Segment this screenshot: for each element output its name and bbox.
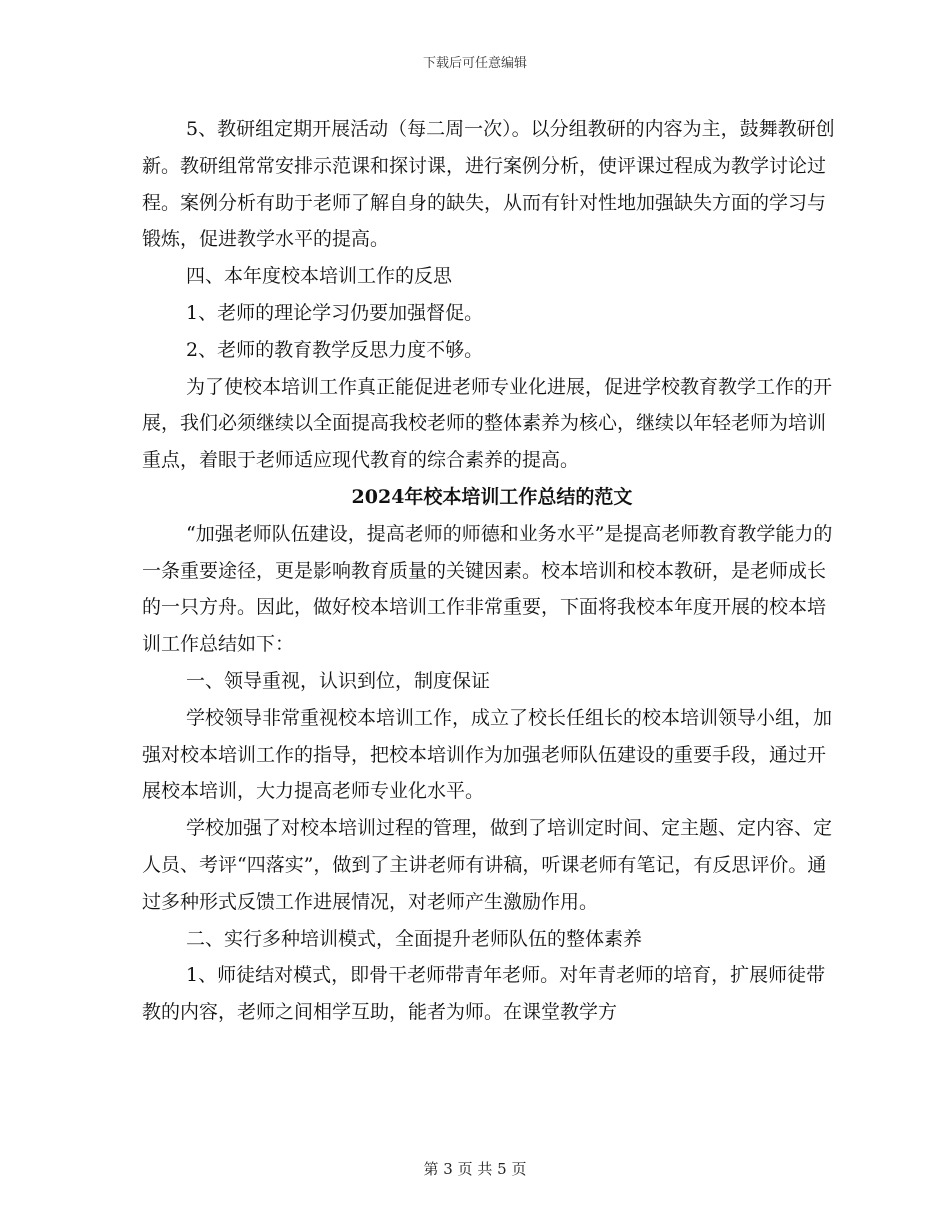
list-item-theory-study: 1、老师的理论学习仍要加强督促。 (186, 301, 484, 324)
paragraph-activity: 5、教研组定期开展活动（每二周一次）。以分组教研的内容为主，鼓舞教研创新。教研组常常安排示范课和探讨课，进行案例分析，使评课过程成为教学讨论过程。案例分析有助于老师了解自身的缺失，从而有针对性地加强缺失方面的学习与锻炼，促进教学水平的提高。 (142, 118, 835, 251)
list-item-reflection: 2、老师的教育教学反思力度不够。 (186, 338, 484, 361)
paragraph-intro: “加强老师队伍建设，提高老师的师德和业务水平”是提高老师教育教学能力的一条重要途径，更是影响教育质量的关键因素。校本培训和校本教研，是老师成长的一只方舟。因此，做好校本培训工作非常重要，下面将我校本年度开展的校本培训工作总结如下： (142, 522, 833, 656)
paragraph-conclusion: 为了使校本培训工作真正能促进老师专业化进展，促进学校教育教学工作的开展，我们必须继续以全面提高我校老师的整体素养为核心，继续以年轻老师为培训重点，着眼于老师适应现代教育的综合素养的提高。 (142, 375, 833, 472)
page-footer: 第 3 页 共 5 页 (423, 1160, 527, 1178)
section-heading-training-modes: 二、实行多种培训模式，全面提升老师队伍的整体素养 (186, 927, 643, 950)
document-body (142, 111, 842, 1031)
page-header: 下载后可任意编辑 (422, 56, 527, 71)
section-heading-leadership: 一、领导重视，认识到位，制度保证 (186, 669, 491, 692)
paragraph-leadership: 学校领导非常重视校本培训工作，成立了校长任组长的校本培训领导小组，加强对校本培训工作的指导，把校本培训作为加强老师队伍建设的重要手段，通过开展校本培训，大力提高老师专业化水平。 (142, 706, 833, 803)
document-title: 2024年校本培训工作总结的范文 (351, 485, 633, 508)
paragraph-mentorship: 1、师徒结对模式，即骨干老师带青年老师。对年青老师的培育，扩展师徒带教的内容，老师之间相学互助，能者为师。在课堂教学方 (142, 964, 826, 1024)
paragraph-management: 学校加强了对校本培训过程的管理，做到了培训定时间、定主题、定内容、定人员、考评“四落实”，做到了主讲老师有讲稿，听课老师有笔记，有反思评价。通过多种形式反馈工作进展情况，对老师产生激励作用。 (142, 817, 833, 913)
section-heading-reflection: 四、本年度校本培训工作的反思 (186, 265, 453, 288)
